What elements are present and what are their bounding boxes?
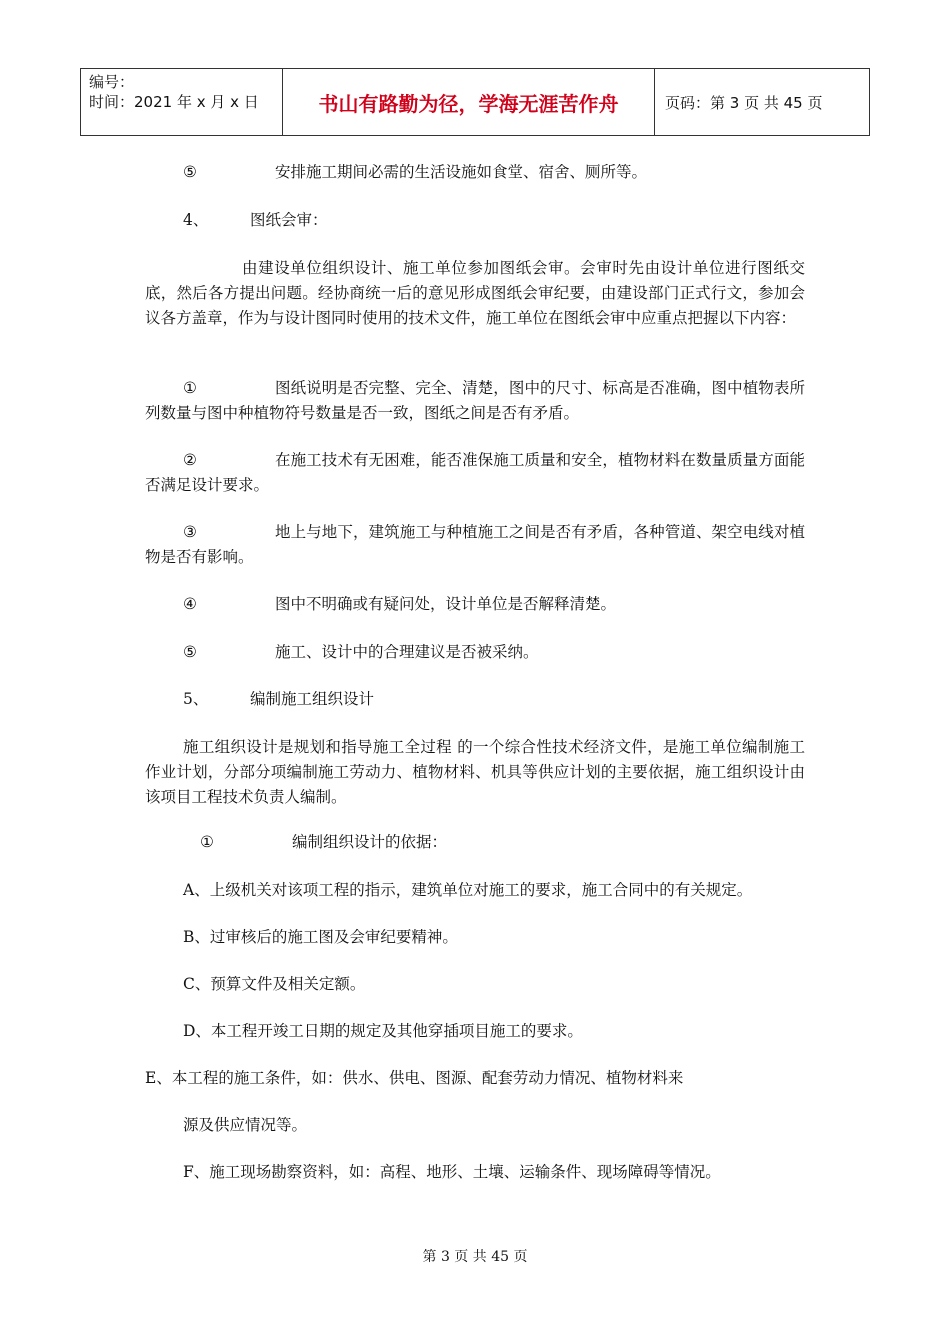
basis-item: E、本工程的施工条件，如：供水、供电、图源、配套劳动力情况、植物材料来: [145, 1069, 684, 1087]
paragraph: 由建设单位组织设计、施工单位参加图纸会审。会审时先由设计单位进行图纸交底，然后各方提出问题。经协商统一后的意见形成图纸会审纪要，由建设部门正式行文，参加会议各方盖章，作为与设计图同时使用的技术文件，施工单位在图纸会审中应重点把握以下内容：: [145, 259, 805, 327]
basis-item-continued: 源及供应情况等。: [183, 1116, 308, 1134]
list-marker: ③: [183, 523, 197, 541]
section-number: 4、: [183, 211, 209, 229]
basis-item: D、本工程开竣工日期的规定及其他穿插项目施工的要求。: [183, 1022, 583, 1040]
list-marker: ⑤: [183, 643, 197, 661]
list-item-text: 图纸说明是否完整、完全、清楚，图中的尺寸、标高是否准确，图中植物表所列数量与图中种植物符号数量是否一致，图纸之间是否有矛盾。: [145, 379, 805, 422]
list-marker: ④: [183, 595, 197, 613]
date-label: 时间：2021 年 x 月 x 日: [89, 93, 259, 111]
section-title: 编制施工组织设计: [250, 690, 375, 708]
list-marker: ②: [183, 451, 197, 469]
list-marker: ①: [200, 833, 214, 851]
list-item-text: 地上与地下，建筑施工与种植施工之间是否有矛盾，各种管道、架空电线对植物是否有影响。: [145, 523, 805, 566]
basis-item: A、上级机关对该项工程的指示，建筑单位对施工的要求，施工合同中的有关规定。: [183, 881, 753, 899]
paragraph: 施工组织设计是规划和指导施工全过程 的一个综合性技术经济文件，是施工单位编制施工作业计划，分部分项编制施工劳动力、植物材料、机具等供应计划的主要依据，施工组织设计由该项目工程技术负责人编制。: [145, 738, 805, 806]
header-motto: 书山有路勤为径，学海无涯苦作舟: [283, 69, 655, 135]
basis-item: F、施工现场勘察资料，如：高程、地形、土壤、运输条件、现场障碍等情况。: [183, 1163, 721, 1181]
list-marker: ⑤: [183, 163, 197, 181]
list-item-text: 施工、设计中的合理建议是否被采纳。: [275, 643, 539, 661]
page-footer: 第 3 页 共 45 页: [422, 1249, 528, 1265]
section-number: 5、: [183, 690, 209, 708]
list-item-text: 在施工技术有无困难，能否准保施工质量和安全，植物材料在数量质量方面能否满足设计要求。: [145, 451, 805, 494]
number-label: 编号：: [89, 73, 135, 91]
basis-item: B、过审核后的施工图及会审纪要精神。: [183, 928, 458, 946]
header-meta: [81, 69, 283, 135]
list-marker: ①: [183, 379, 197, 397]
header-page-info: 页码：第 3 页 共 45 页: [665, 93, 823, 112]
list-item-text: 安排施工期间必需的生活设施如食堂、宿舍、厕所等。: [275, 163, 648, 181]
section-title: 图纸会审：: [250, 211, 328, 229]
header-table: [80, 68, 870, 136]
list-item-text: 图中不明确或有疑问处，设计单位是否解释清楚。: [275, 595, 617, 613]
basis-item: C、预算文件及相关定额。: [183, 975, 366, 993]
list-item-text: 编制组织设计的依据：: [292, 833, 448, 851]
